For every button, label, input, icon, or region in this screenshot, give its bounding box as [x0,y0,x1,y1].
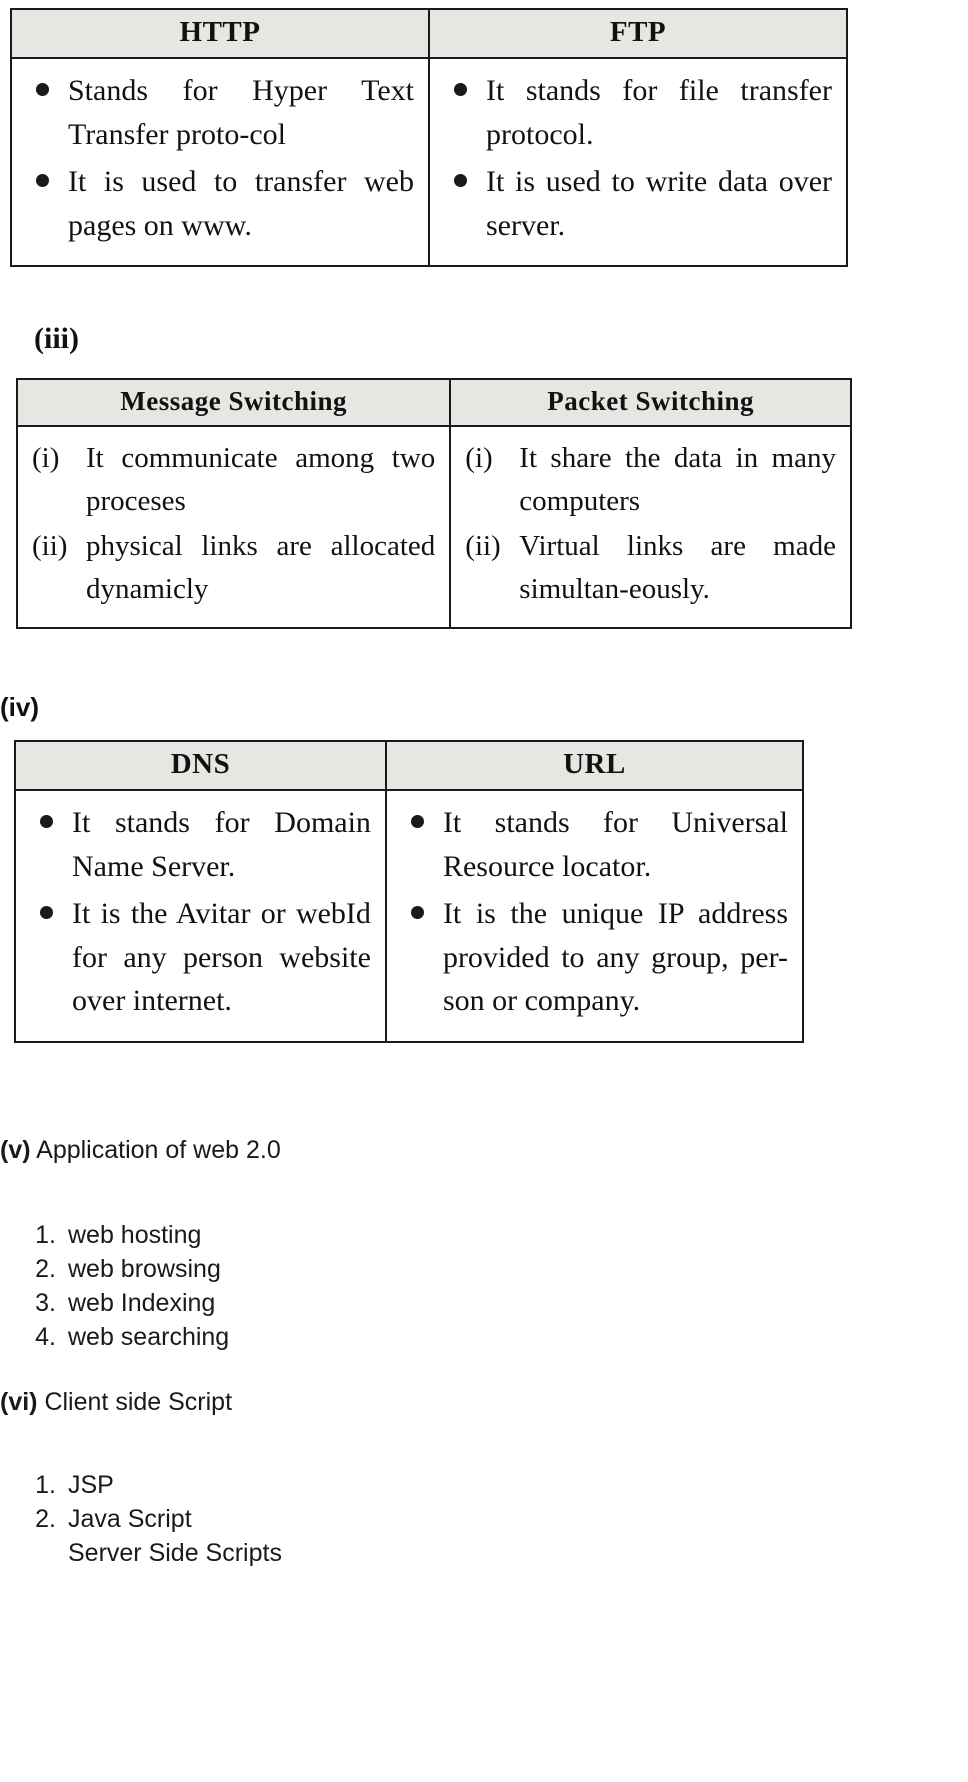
list-item-text: It communicate among two proceses [86,442,436,517]
list-item [22,1468,282,1502]
list-item-number: 2. [35,1505,56,1533]
list-item [30,437,435,523]
section-heading-v [0,1136,281,1165]
section-label-iii: (iii) [34,322,79,355]
list-item: It stands for Universal Resource locator. [399,801,788,888]
bullet-list-url [399,801,788,1023]
list-item-text: web searching [68,1323,230,1351]
section-label-iv: (iv) [0,692,39,722]
section-heading-vi [0,1388,232,1417]
list-item-text: It share the data in many computers [519,442,836,517]
list-item-text: physical links are allocated dynamicly [86,529,436,605]
section-title: Client side Script [44,1388,233,1416]
list-item-marker: (ii) [32,529,68,562]
bullet-list-http [24,69,414,247]
list-item: It stands for Domain Name Server. [28,801,371,888]
table-body-row [17,426,851,628]
cell-http [11,58,429,266]
table-body-row [15,790,803,1042]
list-item-text: Virtual links are made simultan-eously. [519,529,836,605]
cell-ftp [429,58,847,266]
list-item [463,525,836,611]
section-title: Application of web 2.0 [36,1136,281,1164]
list-item-marker: (i) [32,442,60,474]
list-item-number: 4. [35,1323,56,1351]
list-item-text: web browsing [68,1255,221,1283]
cell-message-switching [17,426,450,628]
list-item: It is the Avitar or webId for any person website over internet. [28,892,371,1023]
list-item-marker: (ii) [465,529,501,562]
table-header-row [17,379,851,426]
list-item-text: web hosting [68,1221,202,1249]
bullet-list-dns [28,801,371,1023]
table-header-row [11,9,847,58]
trailing-line-vi: Server Side Scripts [68,1539,282,1567]
column-header-dns: DNS [15,741,386,790]
cell-packet-switching [450,426,851,628]
list-item: It stands for file transfer protocol. [442,69,832,156]
numbered-list-vi-wrapper [22,1468,282,1570]
cell-dns [15,790,386,1042]
table-header-row [15,741,803,790]
list-item [463,437,836,523]
table-http-ftp [10,8,848,267]
column-header-message-switching: Message Switching [17,379,450,426]
bullet-list-ftp [442,69,832,247]
cell-url [386,790,803,1042]
roman-list-packet-switching [463,437,836,611]
numbered-list-v [22,1218,229,1354]
table-body-row [11,58,847,266]
list-item-text: JSP [68,1471,114,1499]
column-header-ftp: FTP [429,9,847,58]
list-item: It is the unique IP address provided to any group, per-son or company. [399,892,788,1023]
column-header-packet-switching: Packet Switching [450,379,851,426]
section-marker: (vi) [0,1388,38,1416]
list-item [22,1320,229,1354]
list-item-number: 1. [35,1471,56,1499]
list-item-number: 2. [35,1255,56,1283]
roman-list-message-switching [30,437,435,611]
list-item: It is used to write data over server. [442,160,832,247]
column-header-http: HTTP [11,9,429,58]
section-marker: (v) [0,1136,31,1164]
list-item [22,1218,229,1252]
list-item [22,1252,229,1286]
list-item: Stands for Hyper Text Transfer proto-col [24,69,414,156]
list-item-text: Java Script [68,1505,192,1533]
list-item: It is used to transfer web pages on www. [24,160,414,247]
list-item [22,1286,229,1320]
list-item-marker: (i) [465,442,493,474]
list-item-text: web Indexing [68,1289,216,1317]
table-switching [16,378,852,629]
list-item-number: 1. [35,1221,56,1249]
list-item [30,525,435,611]
list-item-number: 3. [35,1289,56,1317]
table-dns-url [14,740,804,1043]
list-item [22,1502,282,1536]
numbered-list-vi [22,1468,282,1536]
column-header-url: URL [386,741,803,790]
